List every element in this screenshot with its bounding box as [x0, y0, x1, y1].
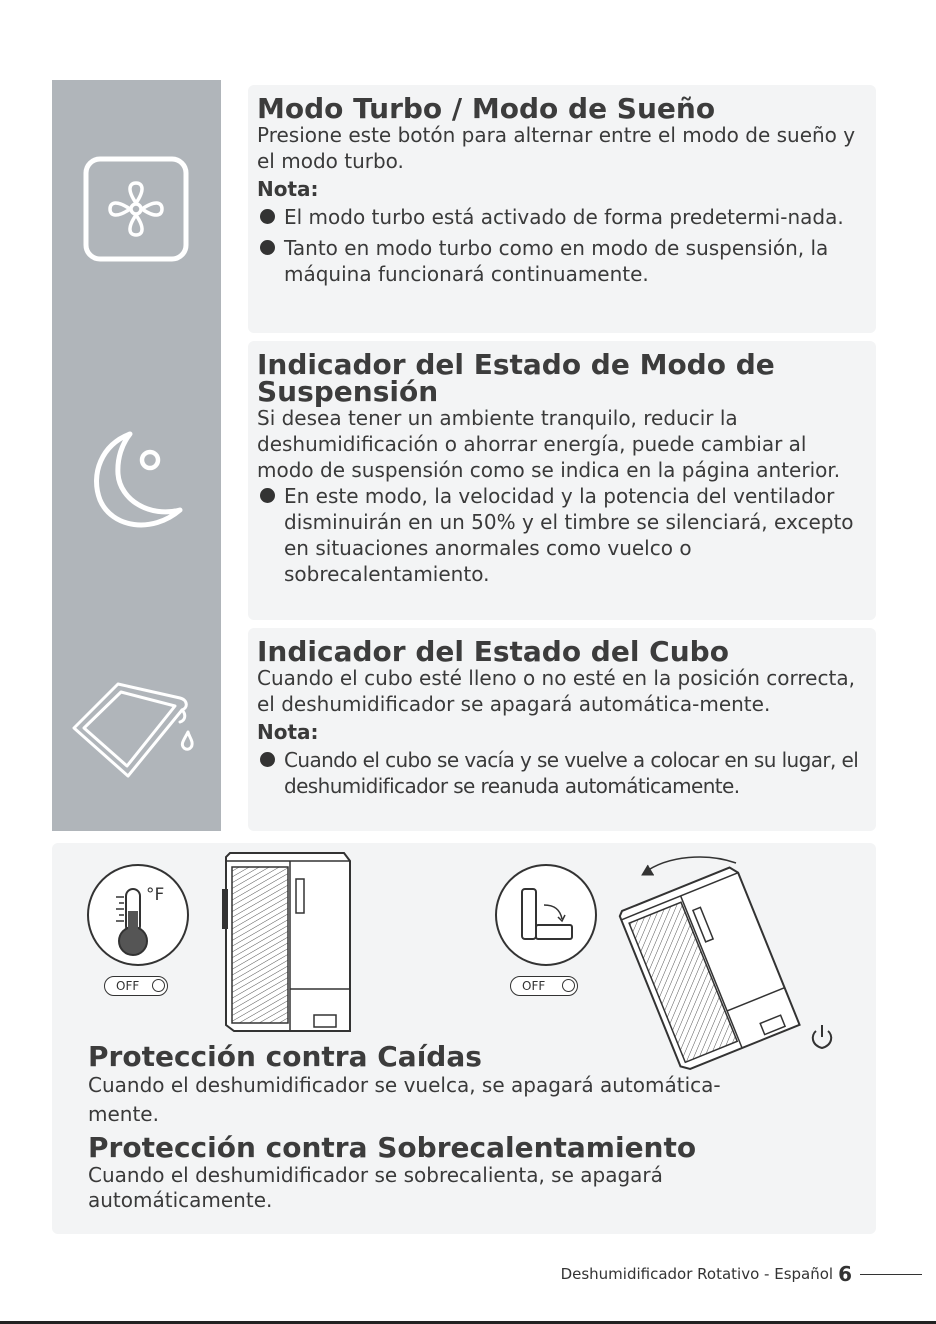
fall-protection-text-1: Cuando el deshumidificador se vuelca, se apagará automática-: [88, 1073, 721, 1097]
power-button-icon: [494, 863, 598, 971]
bullet-text: Cuando el cubo se vacía y se vuelve a colocar en su lugar, el deshumidificador se reanuda automáticamente.: [284, 748, 859, 798]
off-toggle: [104, 976, 168, 996]
fall-protection-text-2: mente.: [88, 1102, 159, 1126]
note-label: Nota:: [257, 177, 319, 201]
fan-icon: [83, 156, 189, 266]
bullet-text: En este modo, la velocidad y la potencia del ventilador disminuirán en un 50% y el timbre se silenciará, excepto en situaciones anormales como vuelco o sobrecalentamiento.: [284, 484, 854, 586]
toggle-knob: [562, 979, 575, 992]
section-paragraph: Cuando el cubo esté lleno o no esté en la posición correcta, el deshumidificador se apagará automática-mente.: [257, 666, 855, 716]
section-paragraph: Si desea tener un ambiente tranquilo, reducir la deshumidificación o ahorrar energía, puede cambiar al modo de suspensión como se indica en la página anterior.: [257, 406, 841, 482]
dehumidifier-upright-illustration: [220, 849, 356, 1045]
section-paragraph: Presione este botón para alternar entre el modo de sueño y el modo turbo.: [257, 123, 856, 173]
list-item: [257, 235, 866, 287]
note-label: Nota:: [257, 720, 319, 744]
turbo-sleep-section: [248, 85, 876, 333]
bullet-dot: [260, 488, 275, 503]
bullet-dot: [260, 752, 275, 767]
section-title: Modo Turbo / Modo de Sueño: [257, 92, 716, 125]
section-title: Indicador del Estado de Modo de Suspensión: [257, 348, 775, 408]
moon-icon: [90, 430, 190, 536]
fall-protection-title: Protección contra Caídas: [88, 1040, 482, 1073]
overheat-protection-text-1: Cuando el deshumidificador se sobrecalienta, se apagará: [88, 1163, 663, 1187]
bullet-text: Tanto en modo turbo como en modo de suspensión, la máquina funcionará continuamente.: [284, 236, 829, 286]
section-title: Indicador del Estado del Cubo: [257, 635, 729, 668]
bullet-dot: [260, 240, 275, 255]
page-number: 6: [838, 1262, 852, 1286]
overheat-protection-text-2: automáticamente.: [88, 1188, 273, 1212]
icon-sidebar: [52, 80, 221, 831]
thermometer-icon: [86, 863, 190, 971]
off-toggle: [510, 976, 578, 996]
list-item: [257, 747, 866, 799]
sleep-indicator-section: [248, 341, 876, 620]
page-footer: [561, 1262, 922, 1286]
toggle-knob: [152, 979, 165, 992]
bucket-icon: [72, 676, 202, 790]
power-icon: [810, 1023, 834, 1055]
footer-label: Deshumidificador Rotativo - Español: [560, 1265, 834, 1283]
off-label: OFF: [116, 979, 140, 993]
protection-panel: [52, 843, 876, 1234]
bullet-dot: [260, 209, 275, 224]
footer-rule: [860, 1274, 922, 1275]
list-item: [257, 483, 866, 587]
list-item: [257, 204, 866, 230]
temp-unit: °F: [146, 885, 165, 905]
bullet-text: El modo turbo está activado de forma predetermi-nada.: [284, 205, 844, 229]
bucket-indicator-section: [248, 628, 876, 831]
off-label: OFF: [522, 979, 546, 993]
overheat-protection-title: Protección contra Sobrecalentamiento: [88, 1131, 697, 1164]
dehumidifier-tilted-illustration: [608, 849, 808, 1075]
